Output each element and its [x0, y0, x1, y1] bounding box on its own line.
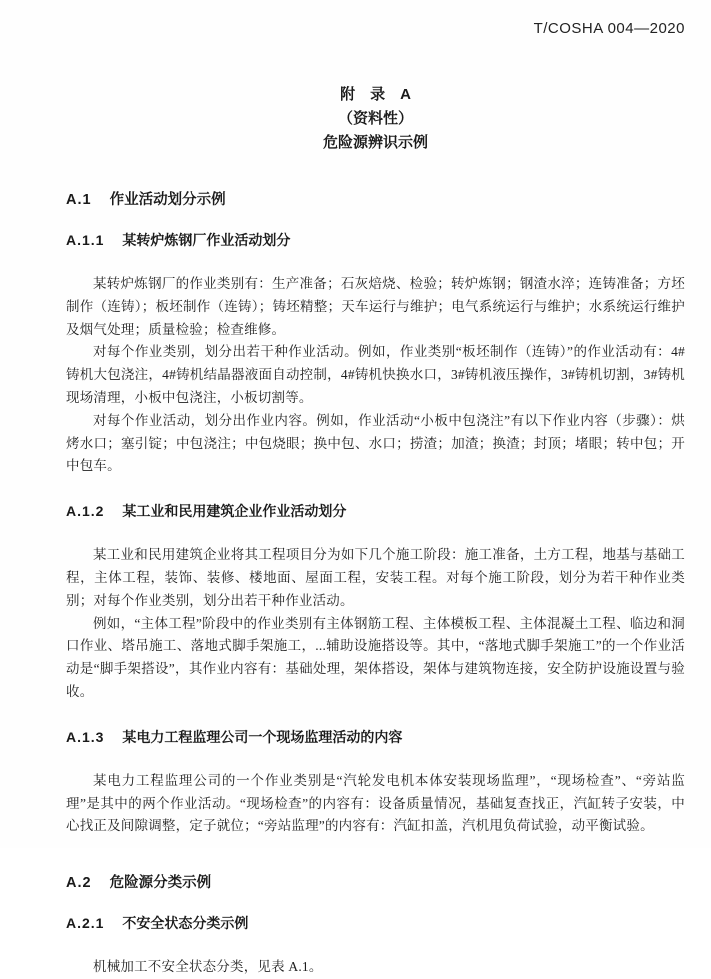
section-title: 作业活动划分示例 — [109, 192, 226, 208]
paragraph: 例如，“主体工程”阶段中的作业类别有主体钢筋工程、主体模板工程、主体混凝土工程、临边和洞口作业、塔吊施工、落地式脚手架施工，...辅助设施搭设等。其中，“落地式脚手架施工”的一个作业活动是“脚手架搭设”，其作业内容有：基础处理，架体搭设，架体与建筑物连接，安全防护设施设置与验收。 — [66, 615, 685, 699]
paragraph: 对每个作业类别，划分出若干种作业活动。例如，作业类别“板坯制作（连铸）”的作业活动有：4#铸机大包浇注，4#铸机结晶器液面自动控制，4#铸机快换水口，3#铸机液压操作，3#铸机切割，3#铸机现场清理，小板中包浇注，小板切割等。 — [66, 344, 685, 405]
section-heading-a2 — [66, 874, 685, 892]
section-heading-a1 — [66, 191, 685, 209]
appendix-label: 附 录 A — [340, 86, 411, 103]
appendix-heading — [66, 83, 685, 155]
standard-code: T/COSHA 004—2020 — [533, 20, 685, 37]
appendix-type: （资料性） — [337, 110, 413, 127]
paragraph: 某转炉炼钢厂的作业类别有：生产准备；石灰焙烧、检验；转炉炼钢；钢渣水淬；连铸准备；方坯制作（连铸）；板坯制作（连铸）；铸坯精整；天车运行与维护；电气系统运行与维护；水系统运行维护及烟气处理；质量检验；检查维修。 — [66, 276, 685, 337]
subsection-number: A.1.3 — [66, 728, 105, 745]
section-number: A.1 — [66, 192, 92, 208]
subsection-number: A.1.2 — [66, 503, 105, 520]
paragraph: 某电力工程监理公司的一个作业类别是“汽轮发电机本体安装现场监理”，“现场检查”、“旁站监理”是其中的两个作业活动。“现场检查”的内容有：设备质量情况，基础复查找正，汽缸转子安装，中心找正及间隙调整，定子就位；“旁站监理”的内容有：汽缸扣盖，汽机甩负荷试验，动平衡试验。 — [66, 772, 685, 834]
subsection-heading-a21 — [66, 914, 685, 932]
subsection-heading-a11 — [66, 231, 685, 249]
subsection-number: A.1.1 — [66, 232, 105, 248]
section-title: 危险源分类示例 — [109, 875, 212, 892]
subsection-number: A.2.1 — [66, 915, 105, 932]
section-number: A.2 — [66, 875, 92, 892]
paragraph: 对每个作业活动，划分出作业内容。例如，作业活动“小板中包浇注”有以下作业内容（步骤）：烘烤水口；塞引锭；中包浇注；中包烧眼；换中包、水口；捞渣；加渣；换渣；封顶；堵眼；转中包；开中包车。 — [66, 412, 685, 474]
paragraph: 某工业和民用建筑企业将其工程项目分为如下几个施工阶段：施工准备，土方工程，地基与基础工程，主体工程，装饰、装修、楼地面、屋面工程，安装工程。对每个施工阶段，划分为若干种作业类别；对每个作业类别，划分出若干种作业活动。 — [66, 547, 685, 608]
subsection-heading-a12 — [66, 502, 685, 520]
subsection-title: 某电力工程监理公司一个现场监理活动的内容 — [122, 728, 403, 745]
subsection-title: 某转炉炼钢厂作业活动划分 — [122, 232, 291, 248]
paragraph: 机械加工不安全状态分类，见表 A.1。 — [93, 959, 323, 975]
subsection-title: 不安全状态分类示例 — [122, 915, 249, 932]
subsection-title: 某工业和民用建筑企业作业活动划分 — [122, 503, 347, 520]
subsection-heading-a13 — [66, 728, 685, 746]
appendix-title: 危险源辨识示例 — [322, 134, 428, 151]
